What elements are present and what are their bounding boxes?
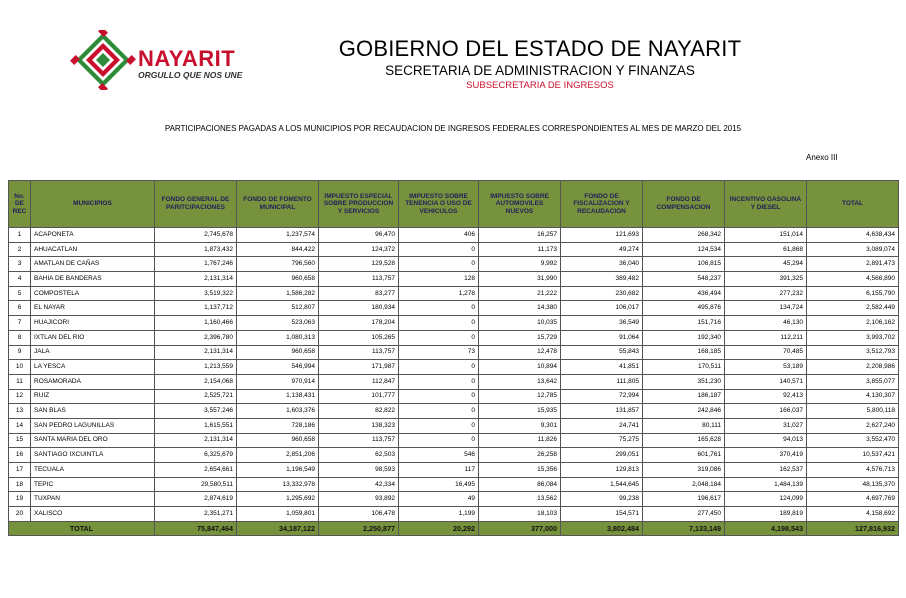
table-row <box>9 242 899 257</box>
amount-cell: 138,323 <box>319 418 399 433</box>
amount-cell: 1,278 <box>399 286 479 301</box>
row-number-cell: 11 <box>9 374 31 389</box>
amount-cell: 92,413 <box>725 389 807 404</box>
nayarit-emblem-icon <box>70 30 136 90</box>
row-number-cell: 19 <box>9 492 31 507</box>
amount-cell: 4,576,713 <box>807 463 899 478</box>
amount-cell: 96,470 <box>319 228 399 243</box>
total-label: TOTAL <box>9 521 155 536</box>
amount-cell: 29,580,511 <box>155 477 237 492</box>
table-row <box>9 301 899 316</box>
municipality-cell: COMPOSTELA <box>31 286 155 301</box>
amount-cell: 49 <box>399 492 479 507</box>
amount-cell: 128 <box>399 272 479 287</box>
amount-cell: 113,757 <box>319 345 399 360</box>
amount-cell: 1,615,551 <box>155 418 237 433</box>
amount-cell: 186,187 <box>643 389 725 404</box>
column-header: IMPUESTO ESPECIAL SOBRE PRODUCCION Y SERVICIOS <box>319 181 399 228</box>
column-header: FONDO DE FISCALIZACION Y RECAUDACION <box>561 181 643 228</box>
municipality-cell: LA YESCA <box>31 360 155 375</box>
municipality-cell: BAHIA DE BANDERAS <box>31 272 155 287</box>
row-number-cell: 18 <box>9 477 31 492</box>
amount-cell: 55,843 <box>561 345 643 360</box>
amount-cell: 1,213,559 <box>155 360 237 375</box>
amount-cell: 0 <box>399 404 479 419</box>
amount-cell: 13,642 <box>479 374 561 389</box>
table-row <box>9 389 899 404</box>
amount-cell: 12,478 <box>479 345 561 360</box>
amount-cell: 53,189 <box>725 360 807 375</box>
amount-cell: 3,519,322 <box>155 286 237 301</box>
amount-cell: 2,851,206 <box>237 448 319 463</box>
amount-cell: 106,017 <box>561 301 643 316</box>
municipality-cell: TEPIC <box>31 477 155 492</box>
amount-cell: 83,277 <box>319 286 399 301</box>
amount-cell: 1,295,692 <box>237 492 319 507</box>
row-number-cell: 10 <box>9 360 31 375</box>
column-header: IMPUESTO SOBRE AUTOMOVILES NUEVOS <box>479 181 561 228</box>
amount-cell: 171,987 <box>319 360 399 375</box>
municipality-cell: AMATLAN DE CAÑAS <box>31 257 155 272</box>
municipality-cell: EL NAYAR <box>31 301 155 316</box>
table-row <box>9 272 899 287</box>
amount-cell: 960,658 <box>237 345 319 360</box>
amount-cell: 99,238 <box>561 492 643 507</box>
amount-cell: 2,106,162 <box>807 316 899 331</box>
amount-cell: 13,332,978 <box>237 477 319 492</box>
amount-cell: 2,131,314 <box>155 272 237 287</box>
table-row <box>9 360 899 375</box>
amount-cell: 124,534 <box>643 242 725 257</box>
row-number-cell: 8 <box>9 330 31 345</box>
amount-cell: 82,822 <box>319 404 399 419</box>
report-description: PARTICIPACIONES PAGADAS A LOS MUNICIPIOS POR RECAUDACION DE INGRESOS FEDERALES CORRESPONDIENTES AL MES DE MARZO DEL 2015 <box>164 124 742 133</box>
amount-cell: 1,137,712 <box>155 301 237 316</box>
amount-cell: 370,419 <box>725 448 807 463</box>
amount-cell: 970,914 <box>237 374 319 389</box>
municipality-cell: SAN BLAS <box>31 404 155 419</box>
total-amount-cell: 7,133,149 <box>643 521 725 536</box>
amount-cell: 170,511 <box>643 360 725 375</box>
amount-cell: 151,014 <box>725 228 807 243</box>
amount-cell: 0 <box>399 433 479 448</box>
amount-cell: 1,199 <box>399 507 479 522</box>
row-number-cell: 20 <box>9 507 31 522</box>
row-number-cell: 9 <box>9 345 31 360</box>
amount-cell: 140,571 <box>725 374 807 389</box>
amount-cell: 2,745,678 <box>155 228 237 243</box>
amount-cell: 242,846 <box>643 404 725 419</box>
amount-cell: 1,603,376 <box>237 404 319 419</box>
amount-cell: 796,560 <box>237 257 319 272</box>
amount-cell: 112,211 <box>725 330 807 345</box>
row-number-cell: 12 <box>9 389 31 404</box>
table-row <box>9 404 899 419</box>
amount-cell: 406 <box>399 228 479 243</box>
amount-cell: 11,826 <box>479 433 561 448</box>
row-number-cell: 5 <box>9 286 31 301</box>
amount-cell: 36,549 <box>561 316 643 331</box>
page-subtitle-secondary: SUBSECRETARIA DE INGRESOS <box>466 80 614 91</box>
amount-cell: 3,993,702 <box>807 330 899 345</box>
amount-cell: 0 <box>399 418 479 433</box>
amount-cell: 2,891,473 <box>807 257 899 272</box>
amount-cell: 168,185 <box>643 345 725 360</box>
table-row <box>9 418 899 433</box>
amount-cell: 4,130,307 <box>807 389 899 404</box>
amount-cell: 106,478 <box>319 507 399 522</box>
row-number-cell: 15 <box>9 433 31 448</box>
table-row <box>9 433 899 448</box>
row-number-cell: 2 <box>9 242 31 257</box>
amount-cell: 162,537 <box>725 463 807 478</box>
amount-cell: 2,525,721 <box>155 389 237 404</box>
municipality-cell: JALA <box>31 345 155 360</box>
amount-cell: 546,994 <box>237 360 319 375</box>
amount-cell: 0 <box>399 389 479 404</box>
column-header: TOTAL <box>807 181 899 228</box>
row-number-cell: 4 <box>9 272 31 287</box>
amount-cell: 49,274 <box>561 242 643 257</box>
amount-cell: 0 <box>399 316 479 331</box>
amount-cell: 98,593 <box>319 463 399 478</box>
row-number-cell: 6 <box>9 301 31 316</box>
amount-cell: 1,237,574 <box>237 228 319 243</box>
amount-cell: 112,847 <box>319 374 399 389</box>
amount-cell: 12,785 <box>479 389 561 404</box>
municipality-cell: SAN PEDRO LAGUNILLAS <box>31 418 155 433</box>
amount-cell: 72,994 <box>561 389 643 404</box>
amount-cell: 2,396,780 <box>155 330 237 345</box>
table-header-row <box>9 181 899 228</box>
municipality-cell: AHUACATLAN <box>31 242 155 257</box>
amount-cell: 61,868 <box>725 242 807 257</box>
amount-cell: 277,232 <box>725 286 807 301</box>
amount-cell: 0 <box>399 301 479 316</box>
amount-cell: 4,158,692 <box>807 507 899 522</box>
amount-cell: 106,815 <box>643 257 725 272</box>
municipality-cell: HUAJICORI <box>31 316 155 331</box>
amount-cell: 3,855,077 <box>807 374 899 389</box>
amount-cell: 4,697,769 <box>807 492 899 507</box>
column-header: MUNICIPIOS <box>31 181 155 228</box>
amount-cell: 3,552,470 <box>807 433 899 448</box>
amount-cell: 960,658 <box>237 433 319 448</box>
amount-cell: 154,571 <box>561 507 643 522</box>
total-amount-cell: 3,802,484 <box>561 521 643 536</box>
row-number-cell: 16 <box>9 448 31 463</box>
table-row <box>9 492 899 507</box>
amount-cell: 2,874,619 <box>155 492 237 507</box>
amount-cell: 46,130 <box>725 316 807 331</box>
amount-cell: 523,063 <box>237 316 319 331</box>
amount-cell: 16,495 <box>399 477 479 492</box>
amount-cell: 3,557,246 <box>155 404 237 419</box>
amount-cell: 495,876 <box>643 301 725 316</box>
table-row <box>9 228 899 243</box>
total-amount-cell: 75,847,464 <box>155 521 237 536</box>
table-row <box>9 507 899 522</box>
table-row <box>9 257 899 272</box>
amount-cell: 117 <box>399 463 479 478</box>
amount-cell: 1,138,431 <box>237 389 319 404</box>
amount-cell: 3,512,793 <box>807 345 899 360</box>
amount-cell: 844,422 <box>237 242 319 257</box>
total-amount-cell: 20,292 <box>399 521 479 536</box>
municipality-cell: SANTIAGO IXCUINTLA <box>31 448 155 463</box>
municipality-cell: TECUALA <box>31 463 155 478</box>
amount-cell: 48,135,370 <box>807 477 899 492</box>
participaciones-table <box>8 180 899 536</box>
column-header: FONDO DE FOMENTO MUNICIPAL <box>237 181 319 228</box>
amount-cell: 6,155,790 <box>807 286 899 301</box>
table-row <box>9 330 899 345</box>
logo-wordmark: NAYARIT <box>138 46 236 71</box>
amount-cell: 512,807 <box>237 301 319 316</box>
amount-cell: 1,544,645 <box>561 477 643 492</box>
total-row <box>9 521 899 536</box>
amount-cell: 0 <box>399 242 479 257</box>
total-amount-cell: 2,250,877 <box>319 521 399 536</box>
amount-cell: 1,196,549 <box>237 463 319 478</box>
amount-cell: 36,040 <box>561 257 643 272</box>
amount-cell: 129,528 <box>319 257 399 272</box>
amount-cell: 1,484,139 <box>725 477 807 492</box>
amount-cell: 1,059,801 <box>237 507 319 522</box>
amount-cell: 80,111 <box>643 418 725 433</box>
amount-cell: 230,682 <box>561 286 643 301</box>
amount-cell: 26,258 <box>479 448 561 463</box>
table-row <box>9 374 899 389</box>
amount-cell: 113,757 <box>319 272 399 287</box>
amount-cell: 4,566,890 <box>807 272 899 287</box>
municipality-cell: XALISCO <box>31 507 155 522</box>
amount-cell: 351,230 <box>643 374 725 389</box>
amount-cell: 31,027 <box>725 418 807 433</box>
amount-cell: 1,080,313 <box>237 330 319 345</box>
amount-cell: 165,628 <box>643 433 725 448</box>
amount-cell: 124,099 <box>725 492 807 507</box>
amount-cell: 268,342 <box>643 228 725 243</box>
amount-cell: 546 <box>399 448 479 463</box>
total-amount-cell: 377,000 <box>479 521 561 536</box>
row-number-cell: 14 <box>9 418 31 433</box>
column-header: FONDO DE COMPENSACION <box>643 181 725 228</box>
table-row <box>9 316 899 331</box>
total-amount-cell: 4,198,543 <box>725 521 807 536</box>
amount-cell: 42,334 <box>319 477 399 492</box>
amount-cell: 121,693 <box>561 228 643 243</box>
amount-cell: 1,767,246 <box>155 257 237 272</box>
amount-cell: 101,777 <box>319 389 399 404</box>
amount-cell: 1,160,466 <box>155 316 237 331</box>
amount-cell: 15,935 <box>479 404 561 419</box>
amount-cell: 2,208,986 <box>807 360 899 375</box>
row-number-cell: 3 <box>9 257 31 272</box>
row-number-cell: 7 <box>9 316 31 331</box>
amount-cell: 1,873,432 <box>155 242 237 257</box>
table-row <box>9 286 899 301</box>
column-header: FONDO GENERAL DE PARITCIPACIONES <box>155 181 237 228</box>
amount-cell: 2,154,068 <box>155 374 237 389</box>
amount-cell: 960,658 <box>237 272 319 287</box>
amount-cell: 16,257 <box>479 228 561 243</box>
amount-cell: 2,351,271 <box>155 507 237 522</box>
table-row <box>9 448 899 463</box>
amount-cell: 93,892 <box>319 492 399 507</box>
amount-cell: 131,857 <box>561 404 643 419</box>
amount-cell: 391,325 <box>725 272 807 287</box>
amount-cell: 2,582,449 <box>807 301 899 316</box>
row-number-cell: 17 <box>9 463 31 478</box>
table-header <box>9 181 899 228</box>
amount-cell: 86,084 <box>479 477 561 492</box>
amount-cell: 299,051 <box>561 448 643 463</box>
table-row <box>9 463 899 478</box>
amount-cell: 75,275 <box>561 433 643 448</box>
amount-cell: 111,805 <box>561 374 643 389</box>
amount-cell: 21,222 <box>479 286 561 301</box>
amount-cell: 2,654,661 <box>155 463 237 478</box>
amount-cell: 3,089,074 <box>807 242 899 257</box>
annex-label: Anexo III <box>806 153 838 162</box>
amount-cell: 728,186 <box>237 418 319 433</box>
amount-cell: 436,494 <box>643 286 725 301</box>
amount-cell: 10,894 <box>479 360 561 375</box>
amount-cell: 277,450 <box>643 507 725 522</box>
amount-cell: 73 <box>399 345 479 360</box>
table-body <box>9 228 899 536</box>
municipality-cell: ROSAMORADA <box>31 374 155 389</box>
amount-cell: 14,380 <box>479 301 561 316</box>
row-number-cell: 13 <box>9 404 31 419</box>
amount-cell: 0 <box>399 360 479 375</box>
municipality-cell: TUXPAN <box>31 492 155 507</box>
page-subtitle: SECRETARIA DE ADMINISTRACION Y FINANZAS <box>385 63 695 78</box>
amount-cell: 2,131,314 <box>155 433 237 448</box>
amount-cell: 10,537,421 <box>807 448 899 463</box>
amount-cell: 124,372 <box>319 242 399 257</box>
amount-cell: 134,724 <box>725 301 807 316</box>
amount-cell: 113,757 <box>319 433 399 448</box>
amount-cell: 2,131,314 <box>155 345 237 360</box>
amount-cell: 389,482 <box>561 272 643 287</box>
amount-cell: 41,851 <box>561 360 643 375</box>
amount-cell: 189,819 <box>725 507 807 522</box>
amount-cell: 2,627,240 <box>807 418 899 433</box>
page-title: GOBIERNO DEL ESTADO DE NAYARIT <box>338 36 742 61</box>
total-amount-cell: 34,187,122 <box>237 521 319 536</box>
amount-cell: 91,064 <box>561 330 643 345</box>
table-row <box>9 477 899 492</box>
total-amount-cell: 127,816,932 <box>807 521 899 536</box>
amount-cell: 5,800,118 <box>807 404 899 419</box>
municipality-cell: IXTLAN DEL RIO <box>31 330 155 345</box>
amount-cell: 24,741 <box>561 418 643 433</box>
amount-cell: 105,265 <box>319 330 399 345</box>
amount-cell: 196,617 <box>643 492 725 507</box>
amount-cell: 15,729 <box>479 330 561 345</box>
amount-cell: 45,294 <box>725 257 807 272</box>
amount-cell: 9,301 <box>479 418 561 433</box>
amount-cell: 11,173 <box>479 242 561 257</box>
amount-cell: 192,340 <box>643 330 725 345</box>
municipality-cell: RUIZ <box>31 389 155 404</box>
amount-cell: 166,037 <box>725 404 807 419</box>
logo-tagline: ORGULLO QUE NOS UNE <box>138 70 243 80</box>
amount-cell: 13,562 <box>479 492 561 507</box>
amount-cell: 70,485 <box>725 345 807 360</box>
amount-cell: 4,638,434 <box>807 228 899 243</box>
amount-cell: 18,103 <box>479 507 561 522</box>
amount-cell: 178,204 <box>319 316 399 331</box>
column-header: INCENTIVO GASOLINA Y DIESEL <box>725 181 807 228</box>
table-row <box>9 345 899 360</box>
municipality-cell: ACAPONETA <box>31 228 155 243</box>
amount-cell: 151,716 <box>643 316 725 331</box>
amount-cell: 10,035 <box>479 316 561 331</box>
amount-cell: 180,934 <box>319 301 399 316</box>
amount-cell: 62,503 <box>319 448 399 463</box>
amount-cell: 319,086 <box>643 463 725 478</box>
amount-cell: 129,813 <box>561 463 643 478</box>
amount-cell: 6,325,679 <box>155 448 237 463</box>
amount-cell: 15,356 <box>479 463 561 478</box>
amount-cell: 31,990 <box>479 272 561 287</box>
amount-cell: 548,237 <box>643 272 725 287</box>
amount-cell: 9,992 <box>479 257 561 272</box>
amount-cell: 94,013 <box>725 433 807 448</box>
amount-cell: 0 <box>399 330 479 345</box>
column-header: IMPUESTO SOBRE TENENCIA O USO DE VEHICULOS <box>399 181 479 228</box>
amount-cell: 1,586,282 <box>237 286 319 301</box>
amount-cell: 0 <box>399 257 479 272</box>
amount-cell: 601,761 <box>643 448 725 463</box>
amount-cell: 0 <box>399 374 479 389</box>
municipality-cell: SANTA MARIA DEL ORO <box>31 433 155 448</box>
amount-cell: 2,048,184 <box>643 477 725 492</box>
column-header: No. DE REC <box>9 181 31 228</box>
row-number-cell: 1 <box>9 228 31 243</box>
